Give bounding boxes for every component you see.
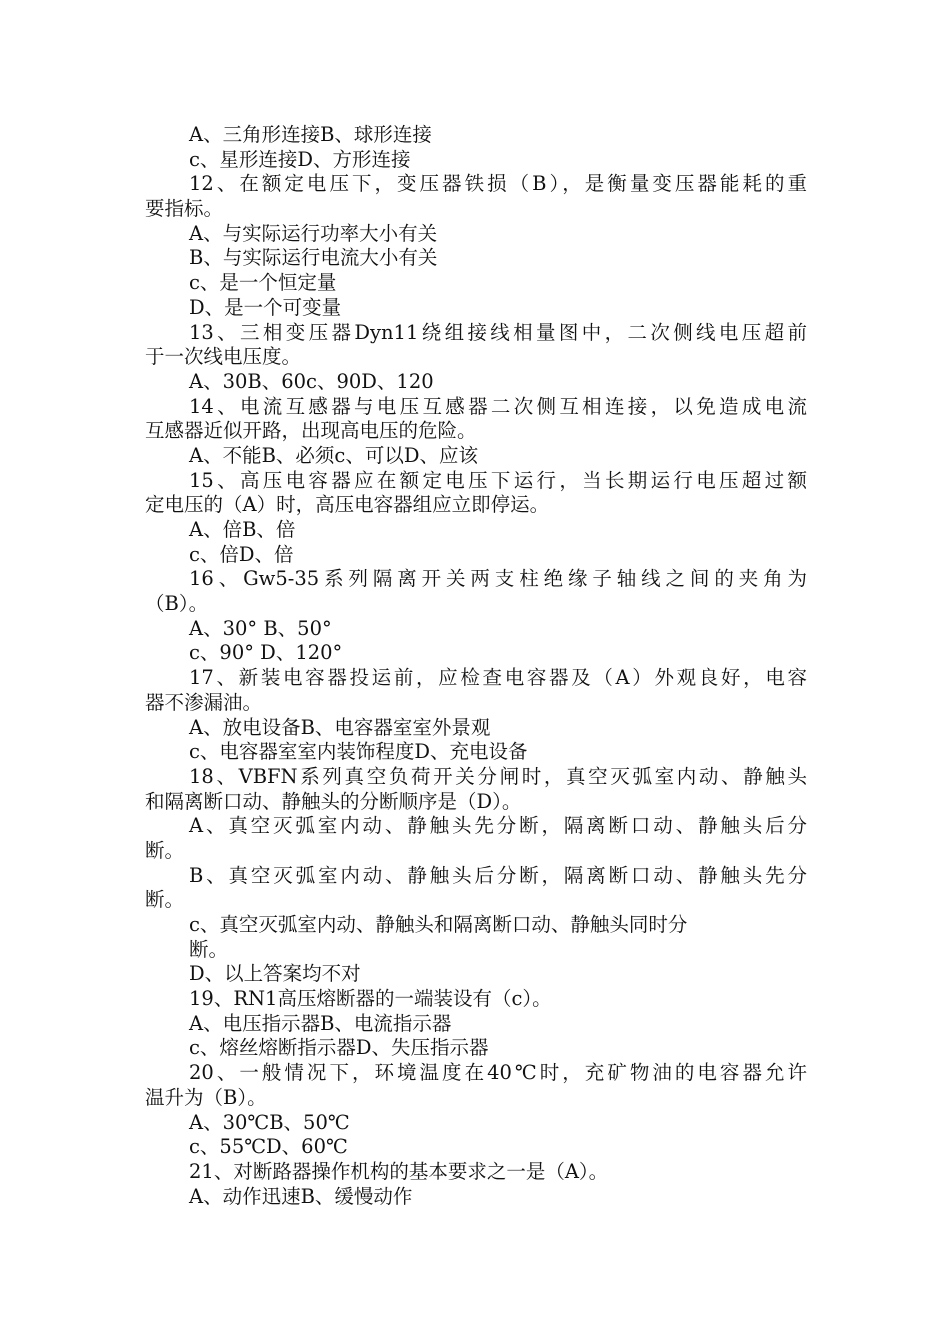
text-line: c、星形连接D、方形连接 [189,147,411,171]
text-line: A、不能B、必须c、可以D、应该 [189,443,478,467]
text-line: （B）。 [145,592,209,616]
text-line: 16、Gw5-35系列隔离开关两支柱绝缘子轴线之间的夹角为 [189,567,807,591]
text-line: A、30° B、50° [189,616,332,640]
text-line: 13、三相变压器Dyn11绕组接线相量图中，二次侧线电压超前 [189,320,807,344]
text-line: 断。 [145,838,185,862]
text-line: c、55℃D、60℃ [189,1135,348,1159]
text-line: 和隔离断口动、静触头的分断顺序是（D）。 [145,789,522,813]
text-line: c、是一个恒定量 [189,271,337,295]
text-line: A、30℃B、50℃ [189,1110,350,1134]
text-line: B、与实际运行电流大小有关 [189,246,438,270]
text-line: A、三角形连接B、球形连接 [189,123,432,146]
text-line: D、以上答案均不对 [189,962,361,986]
text-line: D、是一个可变量 [189,295,342,319]
text-line: 21、对断路器操作机构的基本要求之一是（A）。 [189,1159,609,1183]
text-line: 断。 [145,888,185,912]
text-line: 断。 [189,937,229,961]
text-line: A、动作迅速B、缓慢动作 [189,1184,413,1208]
text-line: 17、新装电容器投运前，应检查电容器及（A）外观良好，电容 [189,666,807,690]
text-line: A、电压指示器B、电流指示器 [189,1011,452,1035]
text-line: 要指标。 [145,197,224,221]
text-line: 14、电流互感器与电压互感器二次侧互相连接，以免造成电流 [189,394,807,418]
text-line: A、放电设备B、电容器室室外景观 [189,715,491,739]
text-line: A、倍B、倍 [189,518,296,541]
document-body [145,123,807,1209]
text-line: 于一次线电压度。 [145,345,302,369]
text-line: A、真空灭弧室内动、静触头先分断，隔离断口动、静触头后分 [189,814,807,838]
text-line: 互感器近似开路，出现高电压的危险。 [145,419,477,443]
text-line: 定电压的（A）时，高压电容器组应立即停运。 [145,493,550,517]
text-line: c、倍D、倍 [189,542,294,566]
text-line: 20、一般情况下，环境温度在40℃时，充矿物油的电容器允许 [189,1061,807,1085]
text-line: c、真空灭弧室内动、静触头和隔离断口动、静触头同时分 [189,913,688,936]
text-line: c、90° D、120° [189,641,343,665]
text-line: 温升为（B）。 [145,1085,267,1109]
text-line: 15、高压电容器应在额定电压下运行，当长期运行电压超过额 [189,468,807,492]
text-line: B、真空灭弧室内动、静触头后分断，隔离断口动、静触头先分 [189,863,807,887]
text-line: c、电容器室室内装饰程度D、充电设备 [189,740,528,764]
text-line: c、熔丝熔断指示器D、失压指示器 [189,1036,489,1060]
text-line: 18、VBFN系列真空负荷开关分闸时，真空灭弧室内动、静触头 [189,764,807,788]
text-line: 12、在额定电压下，变压器铁损（B），是衡量变压器能耗的重 [189,172,807,196]
text-line: A、与实际运行功率大小有关 [189,221,438,245]
text-line: 19、RN1高压熔断器的一端装设有（c）。 [189,987,552,1011]
text-line: 器不渗漏油。 [145,690,263,714]
text-line: A、30B、60c、90D、120 [189,369,434,393]
